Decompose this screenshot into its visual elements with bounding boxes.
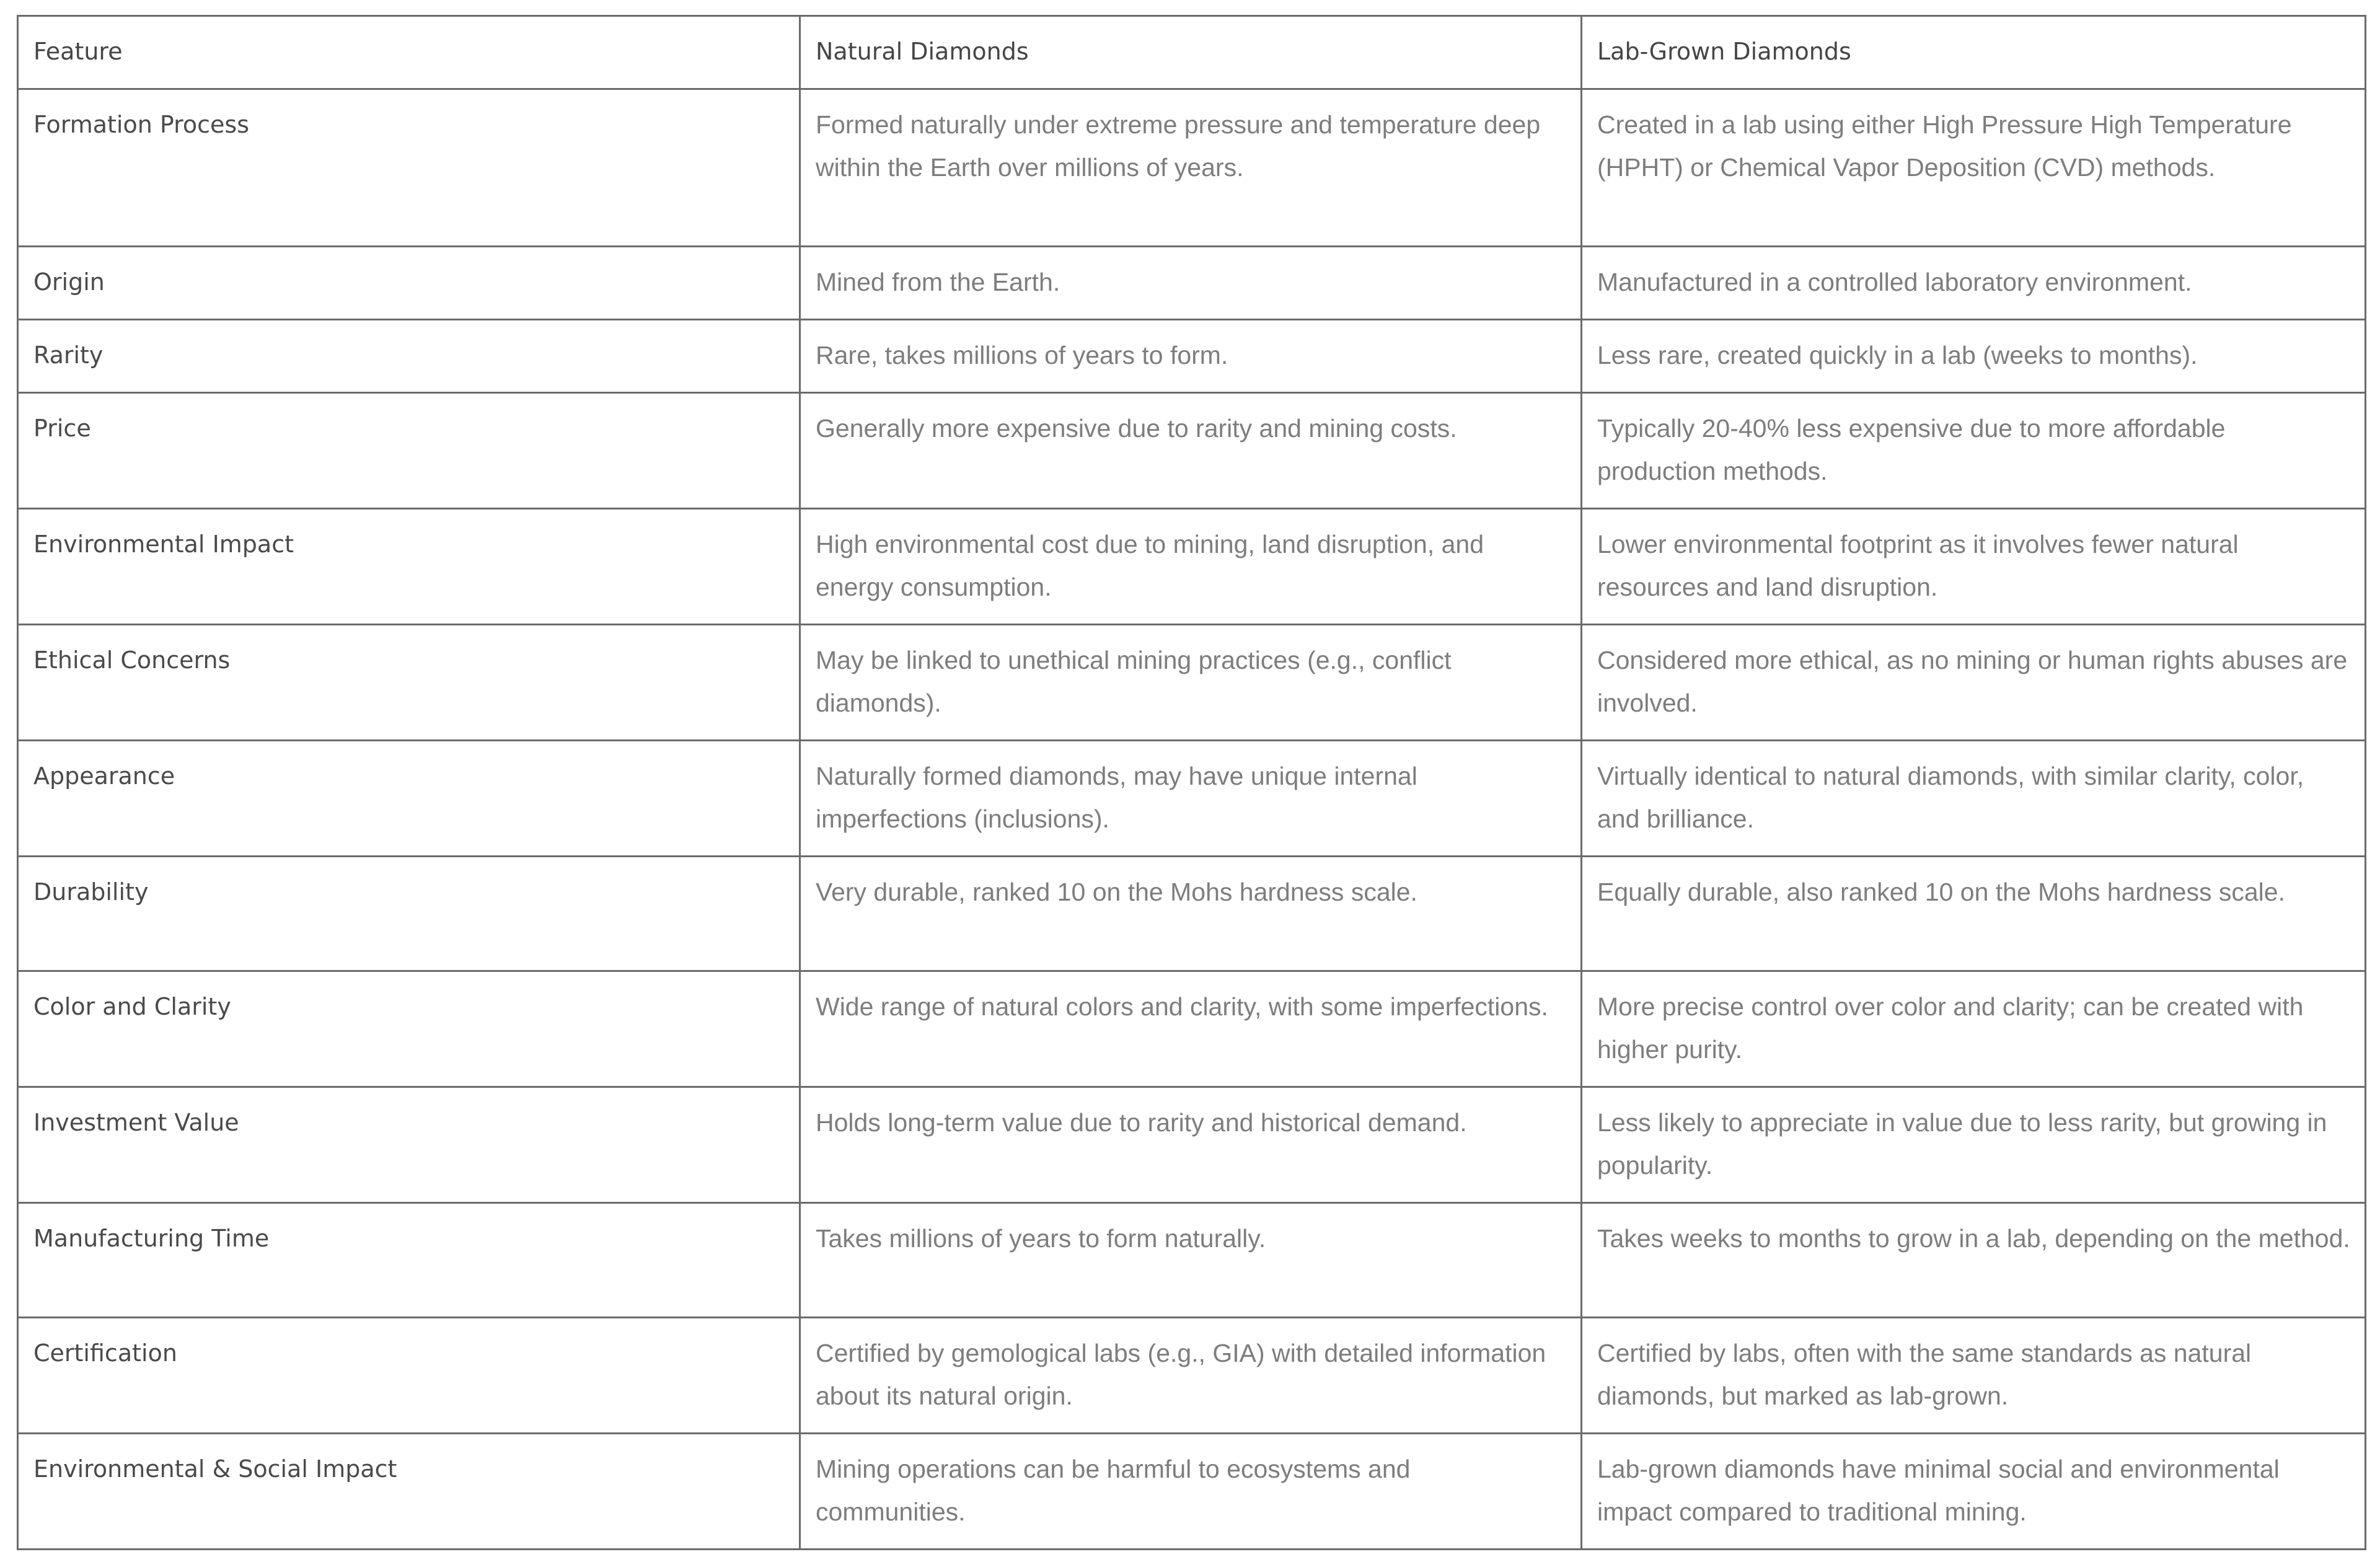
natural-cell: Naturally formed diamonds, may have unique internal imperfections (inclusions). <box>800 741 1582 857</box>
natural-cell: May be linked to unethical mining practices (e.g., conflict diamonds). <box>800 625 1582 741</box>
lab-grown-cell: Considered more ethical, as no mining or human rights abuses are involved. <box>1582 625 2366 741</box>
lab-grown-cell: Manufactured in a controlled laboratory environment. <box>1582 247 2366 320</box>
feature-cell: Durability <box>18 857 800 971</box>
natural-cell: Mining operations can be harmful to ecosystems and communities. <box>800 1434 1582 1550</box>
lab-grown-cell: More precise control over color and clarity; can be created with higher purity. <box>1582 971 2366 1087</box>
diamond-comparison-table <box>17 15 2366 1550</box>
natural-cell: Holds long-term value due to rarity and historical demand. <box>800 1087 1582 1203</box>
natural-cell: Formed naturally under extreme pressure and temperature deep within the Earth over millions of years. <box>800 89 1582 247</box>
table-row-origin <box>18 247 2366 320</box>
lab-grown-cell: Less likely to appreciate in value due to less rarity, but growing in popularity. <box>1582 1087 2366 1203</box>
lab-grown-cell: Less rare, created quickly in a lab (weeks to months). <box>1582 320 2366 393</box>
table-row-rarity <box>18 320 2366 393</box>
lab-grown-cell: Takes weeks to months to grow in a lab, depending on the method. <box>1582 1203 2366 1318</box>
lab-grown-cell: Lower environmental footprint as it involves fewer natural resources and land disruption. <box>1582 509 2366 625</box>
column-header-feature: Feature <box>18 16 800 89</box>
feature-cell: Color and Clarity <box>18 971 800 1087</box>
feature-cell: Ethical Concerns <box>18 625 800 741</box>
table-row-investment-value <box>18 1087 2366 1203</box>
table-row-durability <box>18 857 2366 971</box>
lab-grown-cell: Certified by labs, often with the same standards as natural diamonds, but marked as lab-grown. <box>1582 1318 2366 1434</box>
column-header-lab-grown-diamonds: Lab-Grown Diamonds <box>1582 16 2366 89</box>
natural-cell: Certified by gemological labs (e.g., GIA) with detailed information about its natural origin. <box>800 1318 1582 1434</box>
table-row-manufacturing-time <box>18 1203 2366 1318</box>
feature-cell: Formation Process <box>18 89 800 247</box>
feature-cell: Manufacturing Time <box>18 1203 800 1318</box>
table-row-price <box>18 393 2366 509</box>
natural-cell: Generally more expensive due to rarity and mining costs. <box>800 393 1582 509</box>
table-row-appearance <box>18 741 2366 857</box>
lab-grown-cell: Lab-grown diamonds have minimal social and environmental impact compared to traditional mining. <box>1582 1434 2366 1550</box>
lab-grown-cell: Typically 20-40% less expensive due to more affordable production methods. <box>1582 393 2366 509</box>
natural-cell: Wide range of natural colors and clarity, with some imperfections. <box>800 971 1582 1087</box>
lab-grown-cell: Virtually identical to natural diamonds, with similar clarity, color, and brilliance. <box>1582 741 2366 857</box>
feature-cell: Environmental & Social Impact <box>18 1434 800 1550</box>
natural-cell: Mined from the Earth. <box>800 247 1582 320</box>
natural-cell: Very durable, ranked 10 on the Mohs hardness scale. <box>800 857 1582 971</box>
feature-cell: Origin <box>18 247 800 320</box>
lab-grown-cell: Equally durable, also ranked 10 on the Mohs hardness scale. <box>1582 857 2366 971</box>
column-header-natural-diamonds: Natural Diamonds <box>800 16 1582 89</box>
table-row-environmental-social-impact <box>18 1434 2366 1550</box>
feature-cell: Certification <box>18 1318 800 1434</box>
lab-grown-cell: Created in a lab using either High Pressure High Temperature (HPHT) or Chemical Vapor Deposition (CVD) methods. <box>1582 89 2366 247</box>
natural-cell: Takes millions of years to form naturally. <box>800 1203 1582 1318</box>
table-row-ethical-concerns <box>18 625 2366 741</box>
natural-cell: High environmental cost due to mining, land disruption, and energy consumption. <box>800 509 1582 625</box>
table-row-certification <box>18 1318 2366 1434</box>
table-row-color-and-clarity <box>18 971 2366 1087</box>
feature-cell: Rarity <box>18 320 800 393</box>
natural-cell: Rare, takes millions of years to form. <box>800 320 1582 393</box>
table-row-formation-process <box>18 89 2366 247</box>
table-row-environmental-impact <box>18 509 2366 625</box>
feature-cell: Appearance <box>18 741 800 857</box>
table-header-row <box>18 16 2366 89</box>
feature-cell: Price <box>18 393 800 509</box>
feature-cell: Investment Value <box>18 1087 800 1203</box>
feature-cell: Environmental Impact <box>18 509 800 625</box>
